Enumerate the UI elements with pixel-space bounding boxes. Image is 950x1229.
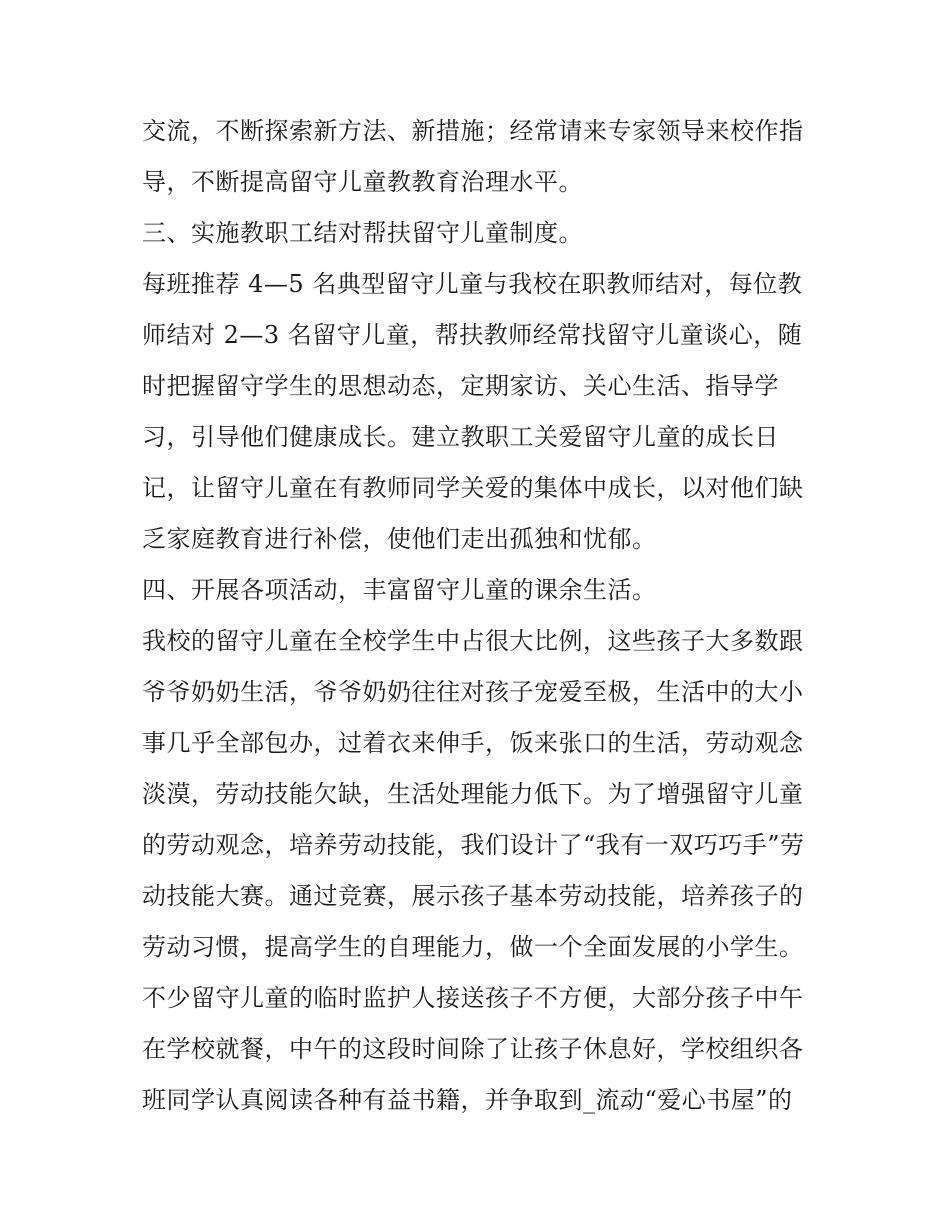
text-line: 乏家庭教育进行补偿，使他们走出孤独和忧郁。 xyxy=(142,525,657,553)
text-line: 交流，不断探索新方法、新措施；经常请来专家领导来校作指 xyxy=(142,117,804,145)
text-line: 每班推荐 4—5 名典型留守儿童与我校在职教师结对，每位教 xyxy=(142,270,803,298)
text-line: 动技能大赛。通过竞赛，展示孩子基本劳动技能，培养孩子的 xyxy=(142,882,804,910)
text-line: 淡漠，劳动技能欠缺，生活处理能力低下。为了增强留守儿童 xyxy=(142,780,804,808)
section-heading: 四、开展各项活动，丰富留守儿童的课余生活。 xyxy=(142,576,657,604)
text-line: 导，不断提高留守儿童教教育治理水平。 xyxy=(142,168,583,196)
text-line: 爷爷奶奶生活，爷爷奶奶往往对孩子宠爱至极，生活中的大小 xyxy=(142,678,804,706)
text-line: 在学校就餐，中午的这段时间除了让孩子休息好，学校组织各 xyxy=(142,1035,804,1063)
text-line: 时把握留守学生的思想动态，定期家访、关心生活、指导学 xyxy=(142,372,779,400)
text-line: 劳动习惯，提高学生的自理能力，做一个全面发展的小学生。 xyxy=(142,933,804,961)
body-text xyxy=(142,106,822,1126)
text-line: 师结对 2—3 名留守儿童，帮扶教师经常找留守儿童谈心，随 xyxy=(142,321,803,349)
text-line: 班同学认真阅读各种有益书籍，并争取到_流动“爱心书屋”的 xyxy=(142,1086,793,1114)
section-heading: 三、实施教职工结对帮扶留守儿童制度。 xyxy=(142,219,583,247)
text-line: 习，引导他们健康成长。建立教职工关爱留守儿童的成长日 xyxy=(142,423,779,451)
text-line: 的劳动观念，培养劳动技能，我们设计了“我有一双巧巧手”劳 xyxy=(142,831,805,859)
text-line: 我校的留守儿童在全校学生中占很大比例，这些孩子大多数跟 xyxy=(142,627,804,655)
text-line: 不少留守儿童的临时监护人接送孩子不方便，大部分孩子中午 xyxy=(142,984,804,1012)
text-line: 记，让留守儿童在有教师同学关爱的集体中成长，以对他们缺 xyxy=(142,474,804,502)
text-line: 事几乎全部包办，过着衣来伸手，饭来张口的生活，劳动观念 xyxy=(142,729,804,757)
